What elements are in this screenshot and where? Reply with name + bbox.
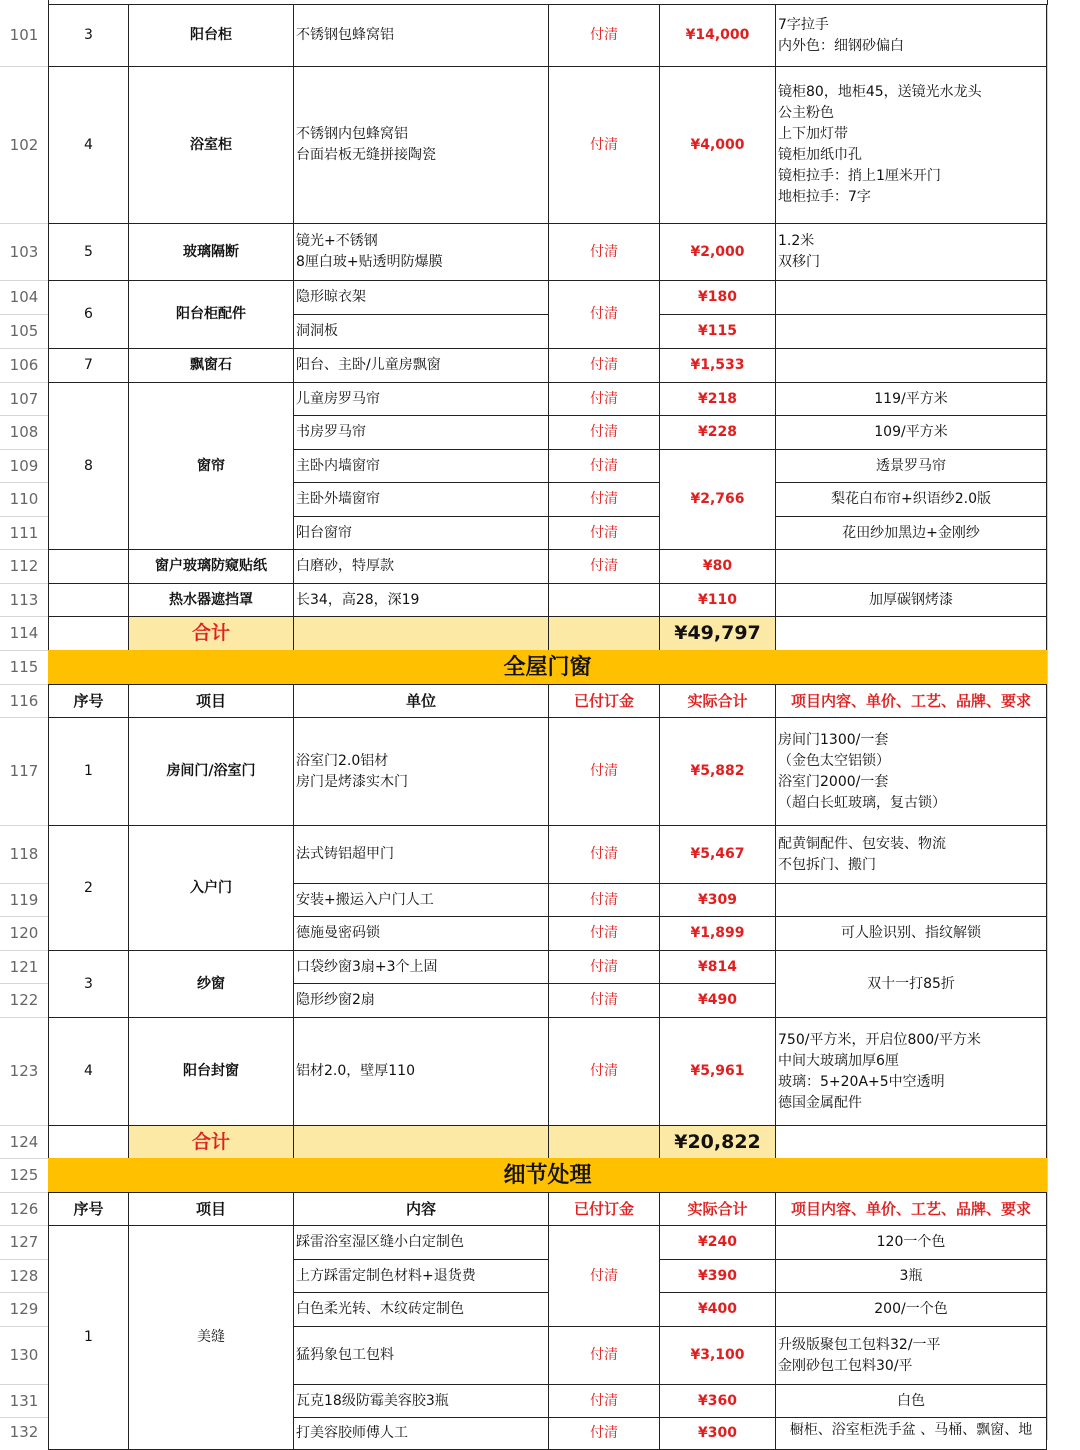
row-number[interactable]: 121: [9, 957, 39, 976]
cell-item[interactable]: 浴室柜: [128, 66, 294, 224]
cell-paid[interactable]: 付清: [548, 916, 660, 951]
cell-paid[interactable]: 付清: [548, 825, 660, 884]
cell-notes[interactable]: [775, 314, 1047, 349]
cell-amount[interactable]: ¥2,000: [659, 223, 776, 281]
header-item[interactable]: 项目: [128, 684, 294, 718]
cell-notes[interactable]: [775, 1125, 1047, 1159]
header-paid[interactable]: 已付订金: [548, 1192, 660, 1226]
header-actual[interactable]: 实际合计: [659, 684, 776, 718]
row-number[interactable]: 113: [9, 590, 39, 609]
row-number[interactable]: 114: [9, 624, 39, 642]
cell-amount[interactable]: ¥2,766: [659, 449, 776, 550]
cell-amount[interactable]: ¥5,961: [659, 1017, 776, 1126]
cell-no[interactable]: 4: [48, 66, 129, 224]
header-actual[interactable]: 实际合计: [659, 1192, 776, 1226]
row-number[interactable]: 115: [9, 658, 39, 676]
cell-no[interactable]: 8: [48, 382, 129, 550]
cell-notes[interactable]: [775, 549, 1047, 584]
cell-notes[interactable]: 750/平方米，开启位800/平方米 中间大玻璃加厚6厘 玻璃：5+20A+5中空透明 德国金属配件: [775, 1017, 1047, 1126]
cell-no[interactable]: 5: [48, 223, 129, 281]
cell-no[interactable]: [48, 549, 129, 584]
row-number[interactable]: 101: [9, 26, 39, 44]
cell-paid[interactable]: 付清: [548, 4, 660, 67]
cell-desc[interactable]: 踩雷浴室湿区缝小白定制色: [293, 1225, 549, 1260]
cell-no[interactable]: 6: [48, 280, 129, 349]
cell-desc[interactable]: 隐形晾衣架: [293, 280, 549, 315]
cell-amount[interactable]: ¥3,100: [659, 1326, 776, 1385]
cell-notes[interactable]: 7字拉手 内外色：细钢砂偏白: [775, 4, 1047, 67]
cell-no[interactable]: 3: [48, 950, 129, 1018]
cell-item[interactable]: 窗帘: [128, 382, 294, 550]
cell-notes[interactable]: 配黄铜配件、包安装、物流 不包拆门、搬门: [775, 825, 1047, 884]
cell-paid[interactable]: 付清: [548, 482, 660, 517]
header-no[interactable]: 序号: [48, 1192, 129, 1226]
cell-notes[interactable]: 镜柜80，地柜45，送镜光水龙头 公主粉色 上下加灯带 镜柜加纸巾孔 镜柜拉手：捎上1厘米开门 地柜拉手：7字: [775, 66, 1047, 224]
header-unit[interactable]: 单位: [293, 684, 549, 718]
cell-item[interactable]: 阳台柜: [128, 4, 294, 67]
header-no[interactable]: 序号: [48, 684, 129, 718]
total-spacer[interactable]: [293, 616, 549, 651]
cell-paid[interactable]: 付清: [548, 883, 660, 917]
cell-notes[interactable]: 橱柜、浴室柜洗手盆 、马桶、飘窗、地: [775, 1417, 1047, 1450]
cell-amount[interactable]: ¥400: [659, 1292, 776, 1327]
gridline: [1047, 0, 1048, 1440]
cell-desc[interactable]: 法式铸铝超甲门: [293, 825, 549, 884]
cell-item[interactable]: 热水器遮挡罩: [128, 583, 294, 617]
row-number[interactable]: 127: [9, 1233, 39, 1251]
cell-paid[interactable]: [548, 583, 660, 617]
cell-amount[interactable]: ¥1,533: [659, 348, 776, 383]
row-number[interactable]: 129: [9, 1300, 39, 1318]
cell-no[interactable]: [48, 583, 129, 617]
section-title-doors-windows[interactable]: 全屋门窗: [48, 650, 1047, 685]
cell-desc[interactable]: 主卧内墙窗帘: [293, 449, 549, 483]
cell-desc[interactable]: 白磨砂，特厚款: [293, 549, 549, 584]
cell-notes[interactable]: 房间门1300/一套 （金色太空铝锁） 浴室门2000/一套 （超白长虹玻璃，复古锁）: [775, 717, 1047, 826]
cell-paid[interactable]: 付清: [548, 66, 660, 224]
cell-paid[interactable]: 付清: [548, 382, 660, 416]
cell-amount[interactable]: ¥14,000: [659, 4, 776, 67]
row-number[interactable]: 107: [9, 389, 39, 408]
cell-amount[interactable]: ¥300: [659, 1417, 776, 1450]
cell-desc[interactable]: 德施曼密码锁: [293, 916, 549, 951]
cell-item[interactable]: 阳台柜配件: [128, 280, 294, 349]
cell-amount[interactable]: ¥4,000: [659, 66, 776, 224]
cell-notes[interactable]: 双十一打85折: [775, 950, 1047, 1018]
cell-notes[interactable]: 120一个色: [775, 1225, 1047, 1260]
cell-no[interactable]: 1: [48, 1225, 129, 1450]
row-number[interactable]: 126: [9, 1199, 39, 1218]
cell-no[interactable]: 2: [48, 825, 129, 951]
cell-paid[interactable]: 付清: [548, 1225, 660, 1327]
cell-desc[interactable]: 白色柔光转、木纹砖定制色: [293, 1292, 549, 1327]
cell-paid[interactable]: 付清: [548, 983, 660, 1018]
cell-item[interactable]: 阳台封窗: [128, 1017, 294, 1126]
row-number[interactable]: 108: [9, 423, 39, 441]
row-number[interactable]: 109: [9, 456, 39, 475]
cell-notes[interactable]: 升级版聚包工包料32/一平 金刚砂包工包料30/平: [775, 1326, 1047, 1385]
row-number[interactable]: 118: [9, 845, 39, 863]
cell-paid[interactable]: 付清: [548, 1326, 660, 1385]
cell-desc[interactable]: 不锈钢内包蜂窝铝 台面岩板无缝拼接陶瓷: [293, 66, 549, 224]
cell-amount[interactable]: ¥180: [659, 280, 776, 315]
header-content[interactable]: 内容: [293, 1192, 549, 1226]
row-number[interactable]: 123: [9, 1062, 39, 1080]
cell-amount[interactable]: ¥5,882: [659, 717, 776, 826]
cell-amount[interactable]: ¥5,467: [659, 825, 776, 884]
cell-paid[interactable]: 付清: [548, 348, 660, 383]
cell-notes[interactable]: 200/一个色: [775, 1292, 1047, 1327]
cell-paid[interactable]: 付清: [548, 223, 660, 281]
row-number[interactable]: 111: [9, 523, 39, 542]
cell-desc[interactable]: 浴室门2.0铝材 房门是烤漆实木门: [293, 717, 549, 826]
cell-paid[interactable]: 付清: [548, 280, 660, 349]
row-number[interactable]: 116: [9, 691, 39, 710]
row-number[interactable]: 110: [9, 490, 39, 508]
cell-notes[interactable]: 可人脸识别、指纹解锁: [775, 916, 1047, 951]
cell-paid[interactable]: 付清: [548, 449, 660, 483]
cell-item[interactable]: 入户门: [128, 825, 294, 951]
cell-amount[interactable]: ¥218: [659, 382, 776, 416]
cell-desc[interactable]: 瓦克18级防霉美容胶3瓶: [293, 1384, 549, 1418]
cell-desc[interactable]: 阳台、主卧/儿童房飘窗: [293, 348, 549, 383]
cell-notes[interactable]: 白色: [775, 1384, 1047, 1418]
row-number[interactable]: 105: [9, 322, 39, 340]
cell-notes[interactable]: 花田纱加黑边+金刚纱: [775, 516, 1047, 550]
cell-paid[interactable]: 付清: [548, 1384, 660, 1418]
cell-paid[interactable]: 付清: [548, 1017, 660, 1126]
cell-item[interactable]: 窗户玻璃防窥贴纸: [128, 549, 294, 584]
cell-amount[interactable]: ¥309: [659, 883, 776, 917]
cell-desc[interactable]: 不锈钢包蜂窝铝: [293, 4, 549, 67]
cell-item[interactable]: 飘窗石: [128, 348, 294, 383]
row-number[interactable]: 102: [9, 135, 39, 154]
cell-paid[interactable]: 付清: [548, 415, 660, 450]
total-spacer[interactable]: [548, 616, 660, 651]
row-number[interactable]: 122: [9, 991, 39, 1009]
cell-notes[interactable]: 梨花白布帘+织语纱2.0版: [775, 482, 1047, 517]
cell-desc[interactable]: 长34，高28，深19: [293, 583, 549, 617]
cell-desc[interactable]: 猛犸象包工包料: [293, 1326, 549, 1385]
cell-amount[interactable]: ¥228: [659, 415, 776, 450]
total-label[interactable]: 合计: [128, 616, 294, 651]
cell-desc[interactable]: 阳台窗帘: [293, 516, 549, 550]
row-number[interactable]: 117: [9, 762, 39, 780]
cell-item[interactable]: 玻璃隔断: [128, 223, 294, 281]
section-title-details[interactable]: 细节处理: [48, 1158, 1047, 1193]
header-notes[interactable]: 项目内容、单价、工艺、品牌、要求: [775, 684, 1047, 718]
row-number[interactable]: 131: [9, 1391, 39, 1410]
cell-no[interactable]: 3: [48, 4, 129, 67]
cell-no[interactable]: 1: [48, 717, 129, 826]
cell-no[interactable]: 7: [48, 348, 129, 383]
row-number[interactable]: 124: [9, 1132, 39, 1151]
cell-desc[interactable]: 打美容胶师傅人工: [293, 1417, 549, 1450]
cell-no[interactable]: [48, 616, 129, 651]
row-number[interactable]: 119: [9, 890, 39, 909]
cell-amount[interactable]: ¥360: [659, 1384, 776, 1418]
cell-paid[interactable]: 付清: [548, 950, 660, 984]
cell-desc[interactable]: 洞洞板: [293, 314, 549, 349]
total-amount[interactable]: ¥20,822: [659, 1125, 776, 1159]
cell-amount[interactable]: ¥110: [659, 583, 776, 617]
cell-notes[interactable]: 透景罗马帘: [775, 449, 1047, 483]
cell-desc[interactable]: 口袋纱窗3扇+3个上固: [293, 950, 549, 984]
header-item[interactable]: 项目: [128, 1192, 294, 1226]
row-number[interactable]: 104: [9, 288, 39, 306]
row-number[interactable]: 128: [9, 1266, 39, 1285]
cell-notes[interactable]: 3瓶: [775, 1259, 1047, 1293]
cell-amount[interactable]: ¥390: [659, 1259, 776, 1293]
cell-notes[interactable]: 1.2米 双移门: [775, 223, 1047, 281]
total-spacer[interactable]: [548, 1125, 660, 1159]
cell-desc[interactable]: 主卧外墙窗帘: [293, 482, 549, 517]
cell-desc[interactable]: 上方踩雷定制色材料+退货费: [293, 1259, 549, 1293]
cell-amount[interactable]: ¥490: [659, 983, 776, 1018]
cell-desc[interactable]: 镜光+不锈钢 8厘白玻+贴透明防爆膜: [293, 223, 549, 281]
cell-desc[interactable]: 书房罗马帘: [293, 415, 549, 450]
cell-item[interactable]: 房间门/浴室门: [128, 717, 294, 826]
row-number[interactable]: 112: [9, 557, 39, 575]
cell-amount[interactable]: ¥1,899: [659, 916, 776, 951]
cell-desc[interactable]: 儿童房罗马帘: [293, 382, 549, 416]
cell-paid[interactable]: 付清: [548, 1417, 660, 1450]
cell-notes[interactable]: 109/平方米: [775, 415, 1047, 450]
cell-paid[interactable]: 付清: [548, 549, 660, 584]
cell-amount[interactable]: ¥240: [659, 1225, 776, 1260]
header-notes[interactable]: 项目内容、单价、工艺、品牌、要求: [775, 1192, 1047, 1226]
cell-notes[interactable]: [775, 348, 1047, 383]
cell-item[interactable]: 美缝: [128, 1225, 294, 1450]
total-spacer[interactable]: [293, 1125, 549, 1159]
cell-notes[interactable]: 119/平方米: [775, 382, 1047, 416]
cell-no[interactable]: 4: [48, 1017, 129, 1126]
row-number[interactable]: 132: [9, 1423, 39, 1441]
cell-item[interactable]: 纱窗: [128, 950, 294, 1018]
row-number[interactable]: 103: [9, 242, 39, 261]
row-number[interactable]: 130: [9, 1346, 39, 1364]
header-paid[interactable]: 已付订金: [548, 684, 660, 718]
row-number[interactable]: 120: [9, 924, 39, 942]
cell-paid[interactable]: 付清: [548, 717, 660, 826]
cell-amount[interactable]: ¥814: [659, 950, 776, 984]
cell-notes[interactable]: 加厚碳钢烤漆: [775, 583, 1047, 617]
row-number[interactable]: 106: [9, 356, 39, 374]
cell-notes[interactable]: [775, 883, 1047, 917]
row-number[interactable]: 125: [9, 1166, 39, 1184]
cell-desc[interactable]: 铝材2.0，壁厚110: [293, 1017, 549, 1126]
cell-desc[interactable]: 隐形纱窗2扇: [293, 983, 549, 1018]
total-label[interactable]: 合计: [128, 1125, 294, 1159]
cell-desc[interactable]: 安装+搬运入户门人工: [293, 883, 549, 917]
cell-notes[interactable]: [775, 280, 1047, 315]
cell-amount[interactable]: ¥115: [659, 314, 776, 349]
cell-no[interactable]: [48, 1125, 129, 1159]
cell-notes[interactable]: [775, 616, 1047, 651]
cell-paid[interactable]: 付清: [548, 516, 660, 550]
cell-amount[interactable]: ¥80: [659, 549, 776, 584]
total-amount[interactable]: ¥49,797: [659, 616, 776, 651]
